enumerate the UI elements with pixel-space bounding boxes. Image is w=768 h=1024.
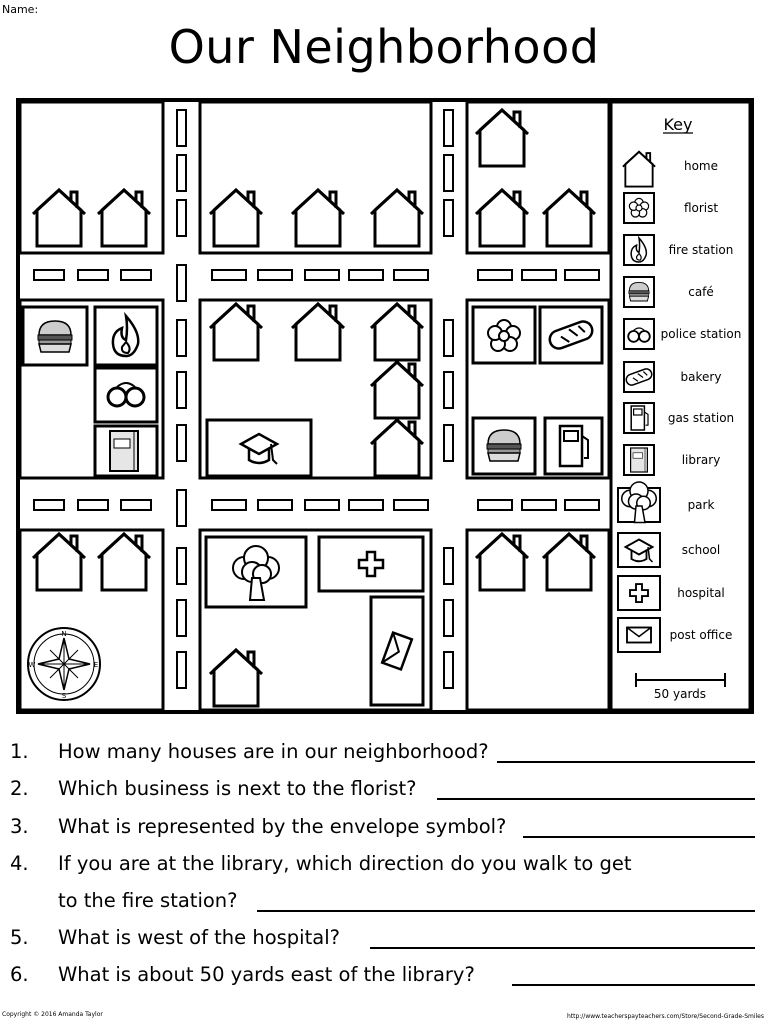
key-item-label: gas station bbox=[667, 411, 735, 425]
question-5 bbox=[10, 926, 755, 956]
key-title: Key bbox=[663, 115, 693, 134]
question-number: 6. bbox=[10, 963, 29, 986]
question-number: 4. bbox=[10, 852, 29, 875]
compass-w: W bbox=[28, 661, 36, 669]
envelope-icon bbox=[627, 628, 651, 643]
bakery-building bbox=[540, 307, 602, 363]
school-building bbox=[207, 420, 311, 476]
question-number: 3. bbox=[10, 815, 29, 838]
question-text-continued: to the fire station? bbox=[58, 889, 238, 912]
compass-n: N bbox=[61, 630, 67, 638]
gas-station-building bbox=[545, 418, 602, 474]
key-item-label: park bbox=[687, 498, 715, 512]
library-building bbox=[95, 426, 157, 476]
question-4 bbox=[10, 852, 755, 882]
question-number: 5. bbox=[10, 926, 29, 949]
question-number: 2. bbox=[10, 777, 29, 800]
key-item-label: fire station bbox=[668, 243, 734, 257]
answer-line[interactable] bbox=[512, 984, 755, 986]
answer-line[interactable] bbox=[370, 947, 755, 949]
hospital-building bbox=[319, 537, 423, 591]
compass-e: E bbox=[93, 661, 99, 669]
cafe-building bbox=[23, 307, 87, 365]
question-6 bbox=[10, 963, 755, 993]
question-4-continued bbox=[10, 889, 755, 919]
question-text: What is west of the hospital? bbox=[58, 926, 340, 949]
name-label: Name: bbox=[2, 3, 39, 16]
key-item-label: hospital bbox=[677, 586, 725, 600]
scale-label: 50 yards bbox=[653, 687, 707, 701]
key-item-label: school bbox=[681, 543, 721, 557]
compass-rose bbox=[28, 628, 100, 700]
compass-s: S bbox=[61, 692, 67, 700]
park bbox=[206, 537, 306, 607]
answer-line[interactable] bbox=[257, 910, 755, 912]
answer-line[interactable] bbox=[523, 836, 755, 838]
question-number: 1. bbox=[10, 740, 29, 763]
burger-icon bbox=[629, 282, 649, 301]
fire-station-building bbox=[95, 307, 157, 365]
question-text: How many houses are in our neighborhood? bbox=[58, 740, 489, 763]
book-icon bbox=[631, 448, 648, 472]
police-station-building bbox=[95, 368, 157, 422]
key-item-label: post office bbox=[669, 628, 733, 642]
question-text: What is about 50 yards east of the library? bbox=[58, 963, 475, 986]
answer-line[interactable] bbox=[497, 761, 755, 763]
question-text: What is represented by the envelope symbol? bbox=[58, 815, 507, 838]
key-item-label: library bbox=[681, 453, 721, 467]
question-text: If you are at the library, which direction do you walk to get bbox=[58, 852, 632, 875]
store-url: http://www.teacherspayteachers.com/Store/Second-Grade-Smiles bbox=[566, 1013, 764, 1020]
key-item-label: home bbox=[683, 159, 719, 173]
key-item-label: florist bbox=[683, 201, 719, 215]
key-item-label: café bbox=[688, 285, 714, 299]
key-item-label: bakery bbox=[680, 370, 722, 384]
post-office-building bbox=[371, 597, 423, 705]
key-item-label: police station bbox=[660, 327, 742, 341]
copyright-text: Copyright © 2016 Amanda Taylor bbox=[2, 1011, 103, 1018]
question-1 bbox=[10, 740, 755, 770]
answer-line[interactable] bbox=[437, 798, 755, 800]
florist-building bbox=[473, 307, 535, 363]
question-2 bbox=[10, 777, 755, 807]
question-text: Which business is next to the florist? bbox=[58, 777, 417, 800]
page-title: Our Neighborhood bbox=[168, 20, 600, 74]
cafe-building bbox=[473, 418, 535, 474]
question-3 bbox=[10, 815, 755, 845]
